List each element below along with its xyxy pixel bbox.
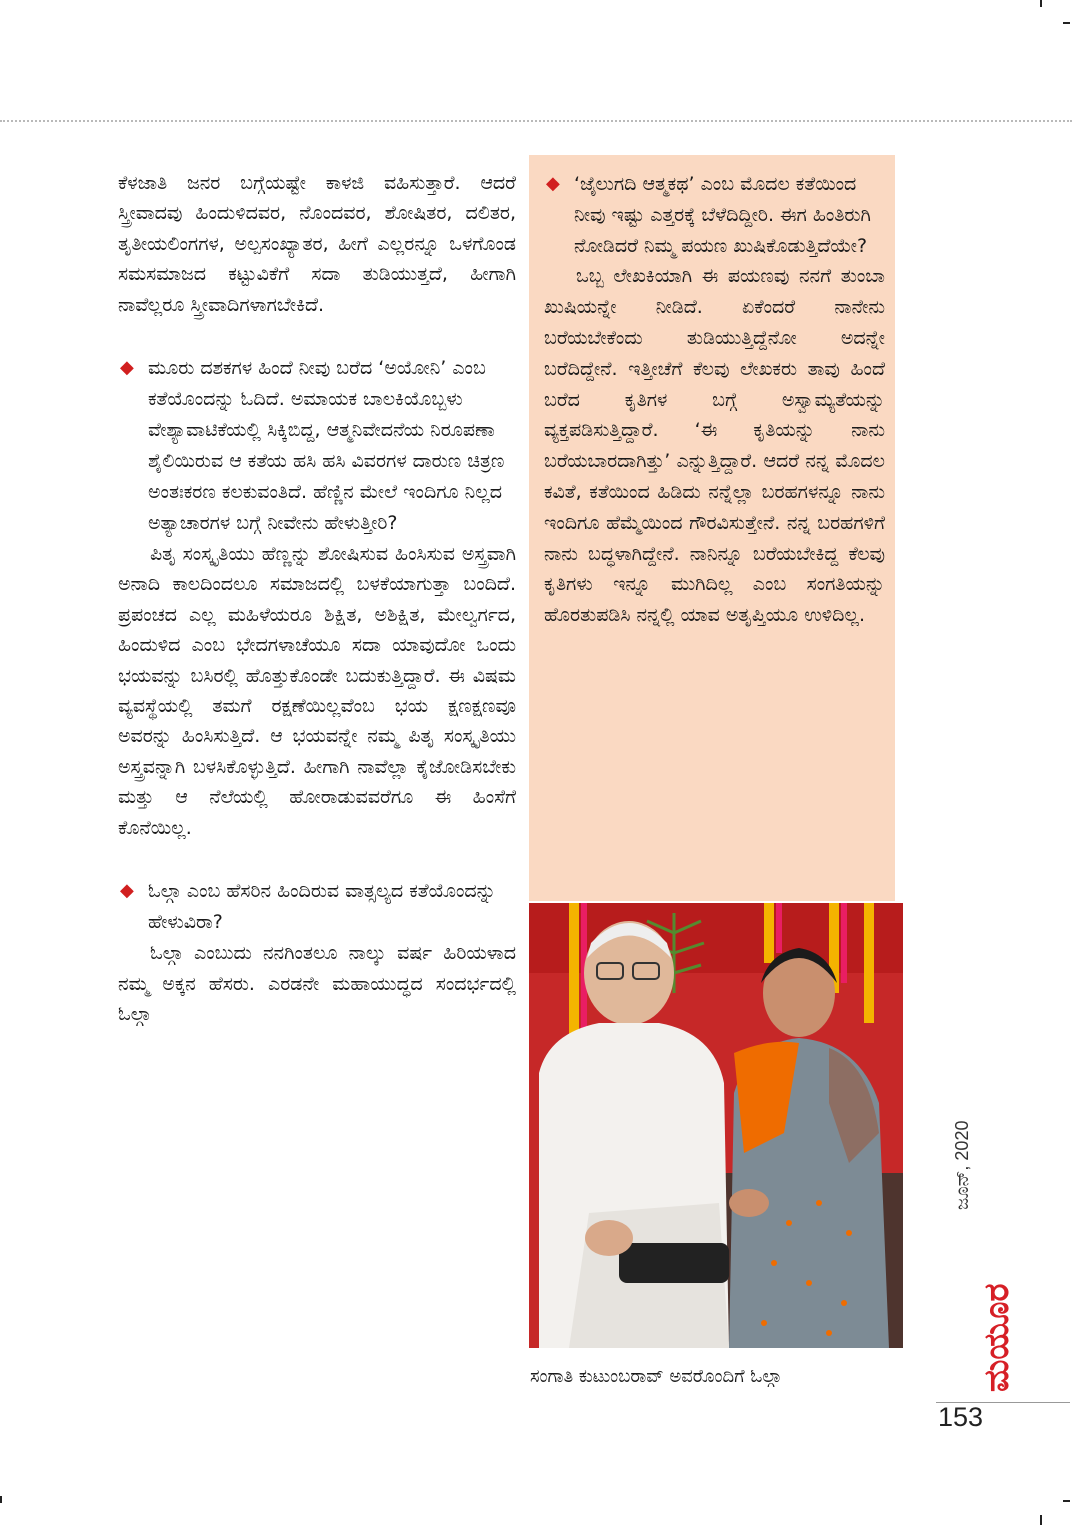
crop-mark <box>1040 0 1042 7</box>
answer-paragraph: ಓಲ್ಗಾ ಎಂಬುದು ನನಗಿಂತಲೂ ನಾಲ್ಕು ವರ್ಷ ಹಿರಿಯಳಾದ ನಮ್ಮ ಅಕ್ಕನ ಹೆಸರು. ಎರಡನೇ ಮಹಾಯುದ್ಧದ ಸಂದರ್ಭದಲ್ಲಿ ಓಲ್ಗಾ <box>118 942 516 1025</box>
spacer <box>118 843 516 876</box>
question-paragraph <box>544 169 885 261</box>
diamond-bullet-icon: ◆ <box>546 173 560 194</box>
crop-mark <box>0 1496 2 1503</box>
couple-photo <box>529 903 903 1348</box>
diamond-bullet-icon: ◆ <box>120 357 134 379</box>
question-text: ‘ಜೈಲುಗದಿ ಆತ್ಮಕಥ’ ಎಂಬ ಮೊದಲ ಕತೆಯಿಂದ ನೀವು ಇಷ್ಟು ಎತ್ತರಕ್ಕೆ ಬೆಳೆದಿದ್ದೀರಿ. ಈಗ ಹಿಂತಿರುಗಿ ನೋಡಿದರೆ ನಿಮ್ಮ ಪಯಣ ಖುಷಿಕೊಡುತ್ತಿದೆಯೇ? <box>574 173 871 257</box>
question-paragraph <box>118 876 516 938</box>
answer-paragraph: ಒಬ್ಬ ಲೇಖಕಿಯಾಗಿ ಈ ಪಯಣವು ನನಗೆ ತುಂಬಾ ಖುಷಿಯನ್ನೇ ನೀಡಿದೆ. ಏಕೆಂದರೆ ನಾನೇನು ಬರೆಯಬೇಕೆಂದು ತುಡಿಯುತ್ತಿದ್ದೆನೋ ಅದನ್ನೇ ಬರೆದಿದ್ದೇನೆ. ಇತ್ತೀಚೆಗೆ ಕೆಲವು ಲೇಖಕರು ತಾವು ಹಿಂದೆ ಬರೆದ ಕೃತಿಗಳ ಬಗ್ಗೆ ಅಸ್ವಾಮ್ಯತೆಯನ್ನು ವ್ಯಕ್ತಪಡಿಸುತ್ತಿದ್ದಾರೆ. ‘ಈ ಕೃತಿಯನ್ನು ನಾನು ಬರೆಯಬಾರದಾಗಿತ್ತು’ ಎನ್ನುತ್ತಿದ್ದಾರೆ. ಆದರೆ ನನ್ನ ಮೊದಲ ಕವಿತೆ, ಕತೆಯಿಂದ ಹಿಡಿದು ನನ್ನೆಲ್ಲಾ ಬರಹಗಳನ್ನೂ ನಾನು ಇಂದಿಗೂ ಹೆಮ್ಮೆಯಿಂದ ಗೌರವಿಸುತ್ತೇನೆ. ನನ್ನ ಬರಹಗಳಿಗೆ ನಾನು ಬದ್ಧಳಾಗಿದ್ದೇನೆ. ನಾನಿನ್ನೂ ಬರೆಯಬೇಕಿದ್ದ ಕೆಲವು ಕೃತಿಗಳು ಇನ್ನೂ ಮುಗಿದಿಲ್ಲ ಎಂಬ ಸಂಗತಿಯನ್ನು ಹೊರತುಪಡಿಸಿ ನನ್ನಲ್ಲಿ ಯಾವ ಅತೃಪ್ತಿಯೂ ಉಳಿದಿಲ್ಲ. <box>544 265 885 627</box>
diamond-bullet-icon: ◆ <box>120 880 134 902</box>
question-text: ಓಲ್ಗಾ ಎಂಬ ಹೆಸರಿನ ಹಿಂದಿರುವ ವಾತ್ಸಲ್ಯದ ಕತೆಯೊಂದನ್ನು ಹೇಳುವಿರಾ? <box>148 880 496 934</box>
crop-mark <box>1063 22 1070 24</box>
crop-mark <box>1040 1515 1042 1525</box>
header-dotted-rule <box>0 120 1072 122</box>
question-text: ಮೂರು ದಶಕಗಳ ಹಿಂದೆ ನೀವು ಬರೆದ ‘ಅಯೋನಿ’ ಎಂಬ ಕತೆಯೊಂದನ್ನು ಓದಿದೆ. ಅಮಾಯಕ ಬಾಲಕಿಯೊಬ್ಬಳು ವೇಶ್ಯಾವಾಟಿಕೆಯಲ್ಲಿ ಸಿಕ್ಕಿಬಿದ್ದ, ಆತ್ಮನಿವೇದನೆಯ ನಿರೂಪಣಾ ಶೈಲಿಯಿರುವ ಆ ಕತೆಯ ಹಸಿ ಹಸಿ ವಿವರಗಳ ದಾರುಣ ಚಿತ್ರಣ ಅಂತಃಕರಣ ಕಲಕುವಂತಿದೆ. ಹೆಣ್ಣಿನ ಮೇಲೆ ಇಂದಿಗೂ ನಿಲ್ಲದ ಅತ್ಯಾಚಾರಗಳ ಬಗ್ಗೆ ನೀವೇನು ಹೇಳುತ್ತೀರಿ? <box>148 357 505 535</box>
magazine-logo <box>927 1222 1017 1402</box>
issue-date-text: ಜೂನ್, 2020 <box>952 1120 972 1210</box>
answer-paragraph: ಪಿತೃ ಸಂಸ್ಕೃತಿಯು ಹೆಣ್ಣನ್ನು ಶೋಷಿಸುವ ಹಿಂಸಿಸುವ ಅಸ್ತ್ರವಾಗಿ ಅನಾದಿ ಕಾಲದಿಂದಲೂ ಸಮಾಜದಲ್ಲಿ ಬಳಕೆಯಾಗುತ್ತಾ ಬಂದಿದೆ. ಪ್ರಪಂಚದ ಎಲ್ಲ ಮಹಿಳೆಯರೂ ಶಿಕ್ಷಿತ, ಅಶಿಕ್ಷಿತ, ಮೇಲ್ವರ್ಗದ, ಹಿಂದುಳಿದ ಎಂಬ ಭೇದಗಳಾಚೆಯೂ ಸದಾ ಯಾವುದೋ ಒಂದು ಭಯವನ್ನು ಬಸಿರಲ್ಲಿ ಹೊತ್ತುಕೊಂಡೇ ಬದುಕುತ್ತಿದ್ದಾರೆ. ಈ ವಿಷಮ ವ್ಯವಸ್ಥೆಯಲ್ಲಿ ತಮಗೆ ರಕ್ಷಣೆಯಿಲ್ಲವೆಂಬ ಭಯ ಕ್ಷಣಕ್ಷಣವೂ ಅವರನ್ನು ಹಿಂಸಿಸುತ್ತಿದೆ. ಆ ಭಯವನ್ನೇ ನಮ್ಮ ಪಿತೃ ಸಂಸ್ಕೃತಿಯು ಅಸ್ತ್ರವನ್ನಾಗಿ ಬಳಸಿಕೊಳ್ಳುತ್ತಿದೆ. ಹೀಗಾಗಿ ನಾವೆಲ್ಲಾ ಕೈಜೋಡಿಸಬೇಕು ಮತ್ತು ಆ ನೆಲೆಯಲ್ಲಿ ಹೋರಾಡುವವರೆಗೂ ಈ ಹಿಂಸೆಗೆ ಕೊನೆಯಿಲ್ಲ. <box>118 543 516 839</box>
question-paragraph <box>118 353 516 539</box>
photo-caption: ಸಂಗಾತಿ ಕುಟುಂಬರಾವ್ ಅವರೊಂದಿಗೆ ಓಲ್ಗಾ <box>530 1366 782 1387</box>
body-paragraph: ಕೆಳಜಾತಿ ಜನರ ಬಗ್ಗೆಯಷ್ಟೇ ಕಾಳಜಿ ವಹಿಸುತ್ತಾರೆ. ಆದರೆ ಸ್ತ್ರೀವಾದವು ಹಿಂದುಳಿದವರ, ನೊಂದವರ, ಶೋಷಿತರ, ದಲಿತರ, ತೃತೀಯಲಿಂಗಗಳ, ಅಲ್ಪಸಂಖ್ಯಾತರ, ಹೀಗೆ ಎಲ್ಲರನ್ನೂ ಒಳಗೊಂಡ ಸಮಸಮಾಜದ ಕಟ್ಟುವಿಕೆಗೆ ಸದಾ ತುಡಿಯುತ್ತದೆ, ಹೀಗಾಗಿ ನಾವೆಲ್ಲರೂ ಸ್ತ್ರೀವಾದಿಗಳಾಗಬೇಕಿದೆ. <box>118 172 516 316</box>
left-column <box>118 168 516 1029</box>
crop-mark <box>1063 1500 1070 1502</box>
spacer <box>118 320 516 353</box>
page-number: 153 <box>938 1402 984 1432</box>
magazine-logo-text: ಮಯೂರ <box>977 1283 1017 1392</box>
qa-highlight-box <box>529 155 895 901</box>
